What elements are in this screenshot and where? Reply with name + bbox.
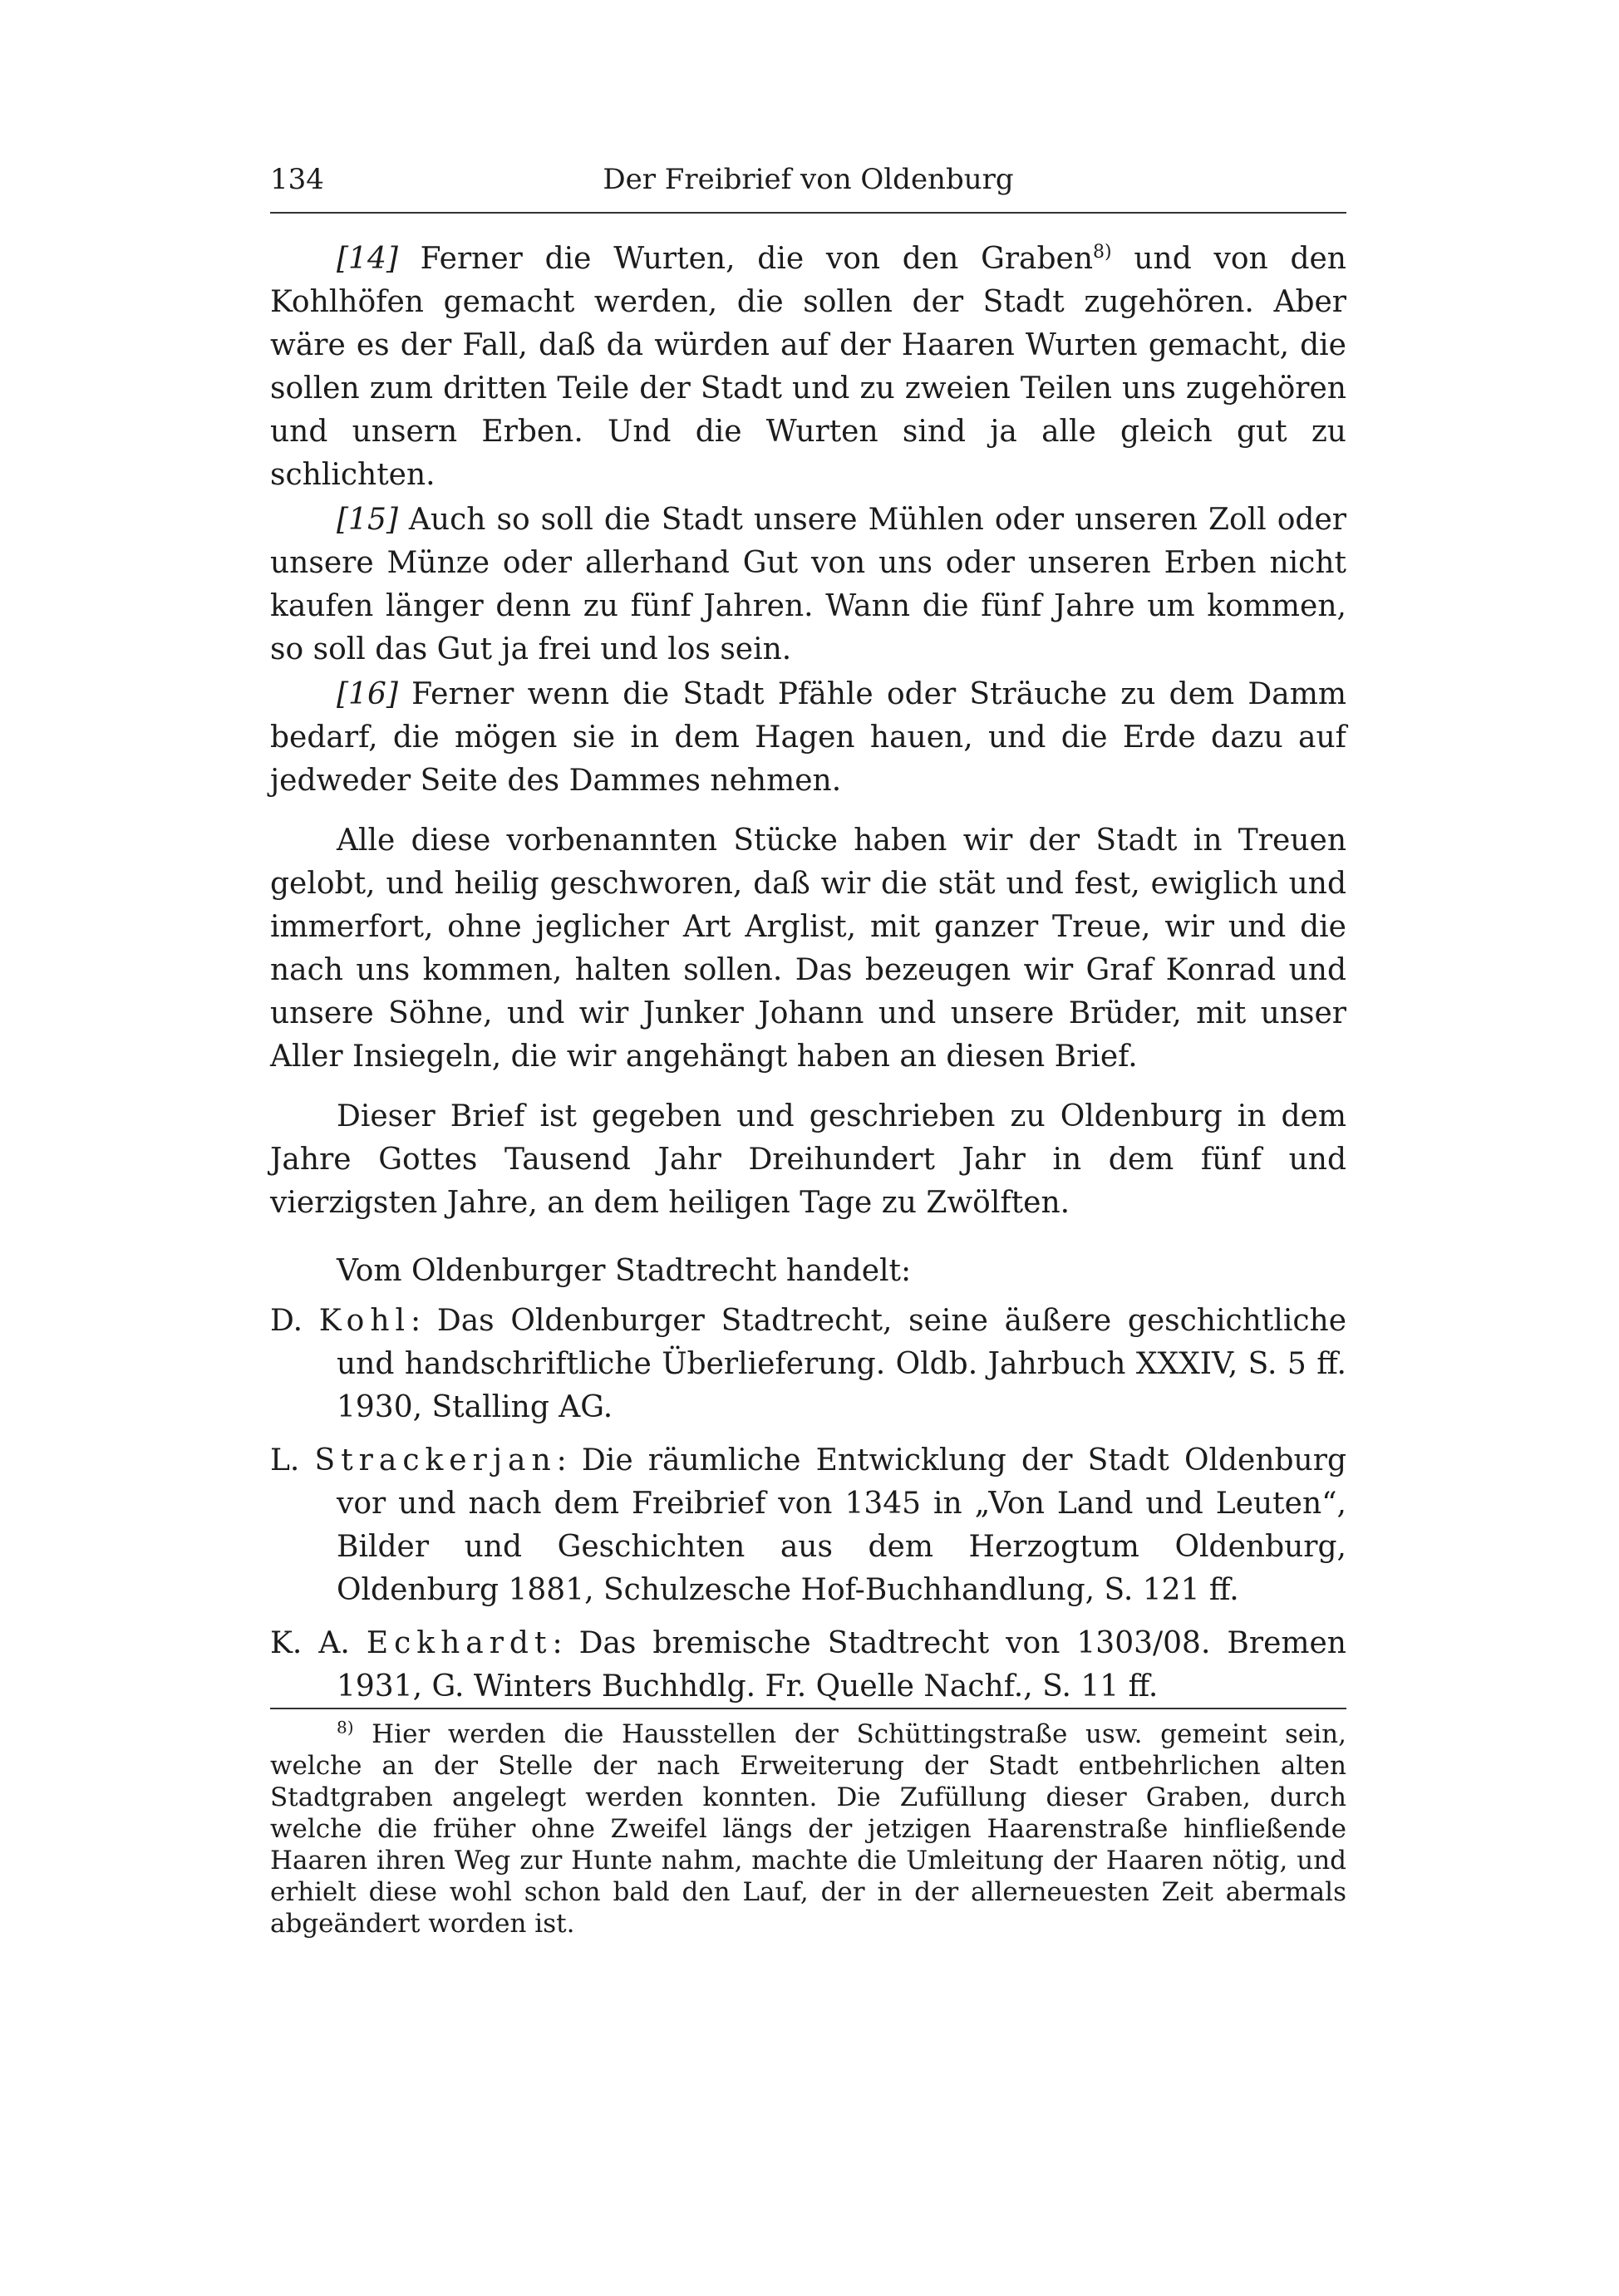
section-marker: [16] <box>337 677 398 711</box>
author-initials: D. <box>270 1304 319 1338</box>
sources-intro: Vom Oldenburger Stadtrecht handelt: <box>337 1254 912 1288</box>
source-text: : Das bremische Stadtrecht von 1303/08. Bremen 1931, G. Winters Buchhdlg. Fr. Quelle Nachf., S. 11 ff. <box>337 1626 1346 1704</box>
author-name: Kohl <box>318 1304 411 1338</box>
source-list <box>270 1300 1346 1708</box>
source-entry <box>270 1439 1346 1612</box>
footnote-rule <box>270 1708 1346 1709</box>
source-text: : Die räumliche Entwicklung der Stadt Oldenburg vor und nach dem Freibrief von 1345 in „Von Land und Leuten“, Bilder und Geschichten aus dem Herzogtum Oldenburg, Oldenburg 1881, Schulzesche Hof-Buchhandlung, S. 121 ff. <box>337 1443 1346 1607</box>
source-entry <box>270 1300 1346 1429</box>
section-text: Auch so soll die Stadt unsere Mühlen oder unseren Zoll oder unsere Münze oder allerhand Gut von uns oder unseren Erben nicht kaufen länger denn zu fünf Jahren. Wann die fünf Jahre um kommen, so soll das Gut ja frei und los sein. <box>270 503 1346 666</box>
page-number: 134 <box>270 163 324 196</box>
author-name: Strackerjan <box>314 1443 557 1477</box>
dating-paragraph: Dieser Brief ist gegeben und geschrieben zu Oldenburg in dem Jahre Gottes Tausend Jahr Dreihundert Jahr in dem fünf und vierzigsten Jahre, an dem heiligen Tage zu Zwölften. <box>270 1099 1346 1220</box>
author-name: Eckhardt <box>366 1626 553 1660</box>
header-rule <box>270 212 1346 214</box>
footnote <box>270 1718 1346 1940</box>
section-15 <box>270 499 1346 671</box>
main-text <box>270 238 1346 1718</box>
section-marker: [15] <box>337 503 398 537</box>
author-initials: K. A. <box>270 1626 367 1660</box>
section-16 <box>270 673 1346 803</box>
section-text: Ferner wenn die Stadt Pfähle oder Sträuche zu dem Damm bedarf, die mögen sie in dem Hagen hauen, und die Erde dazu auf jedweder Seite des Dammes nehmen. <box>270 677 1346 798</box>
section-marker: [14] <box>337 242 398 276</box>
section-text: und von den Kohlhöfen gemacht werden, die sollen der Stadt zugehören. Aber wäre es der Fall, daß da würden auf der Haaren Wurten gemacht, die sollen zum dritten Teile der Stadt und zu zweien Teilen uns zugehören und unsern Erben. Und die Wurten sind ja alle gleich gut zu schlichten. <box>270 242 1346 492</box>
section-14 <box>270 238 1346 497</box>
page-header <box>270 158 1346 201</box>
footnote-text: Hier werden die Hausstellen der Schüttingstraße usw. gemeint sein, welche an der Stelle der nach Erweiterung der Stadt entbehrlichen alten Stadtgraben angelegt werden konnten. Die Zufüllung dieser Graben, durch welche die früher ohne Zweifel längs der jetzigen Haarenstraße hinfließende Haaren ihren Weg zur Hunte nahm, machte die Umleitung der Haaren nötig, und erhielt diese wohl schon bald den Lauf, der in der allerneuesten Zeit abermals abgeändert worden ist. <box>270 1719 1346 1939</box>
running-title: Der Freibrief von Oldenburg <box>603 163 1014 196</box>
footnote-reference: 8) <box>1093 242 1112 263</box>
author-initials: L. <box>270 1443 315 1477</box>
footnote-mark: 8) <box>337 1717 354 1738</box>
closing-paragraph: Alle diese vorbenannten Stücke haben wir der Stadt in Treuen gelobt, und heilig geschworen, daß wir die stät und fest, ewiglich und immerfort, ohne jeglicher Art Arglist, mit ganzer Treue, wir und die nach uns kommen, halten sollen. Das bezeugen wir Graf Konrad und unsere Söhne, und wir Junker Johann und unsere Brüder, mit unser Aller Insiegeln, die wir angehängt haben an diesen Brief. <box>270 824 1346 1074</box>
source-text: : Das Oldenburger Stadtrecht, seine äußere geschichtliche und handschriftliche Überlieferung. Oldb. Jahrbuch XXXIV, S. 5 ff. 1930, Stalling AG. <box>337 1304 1346 1424</box>
section-text: Ferner die Wurten, die von den Graben <box>397 242 1094 276</box>
source-entry <box>270 1622 1346 1708</box>
